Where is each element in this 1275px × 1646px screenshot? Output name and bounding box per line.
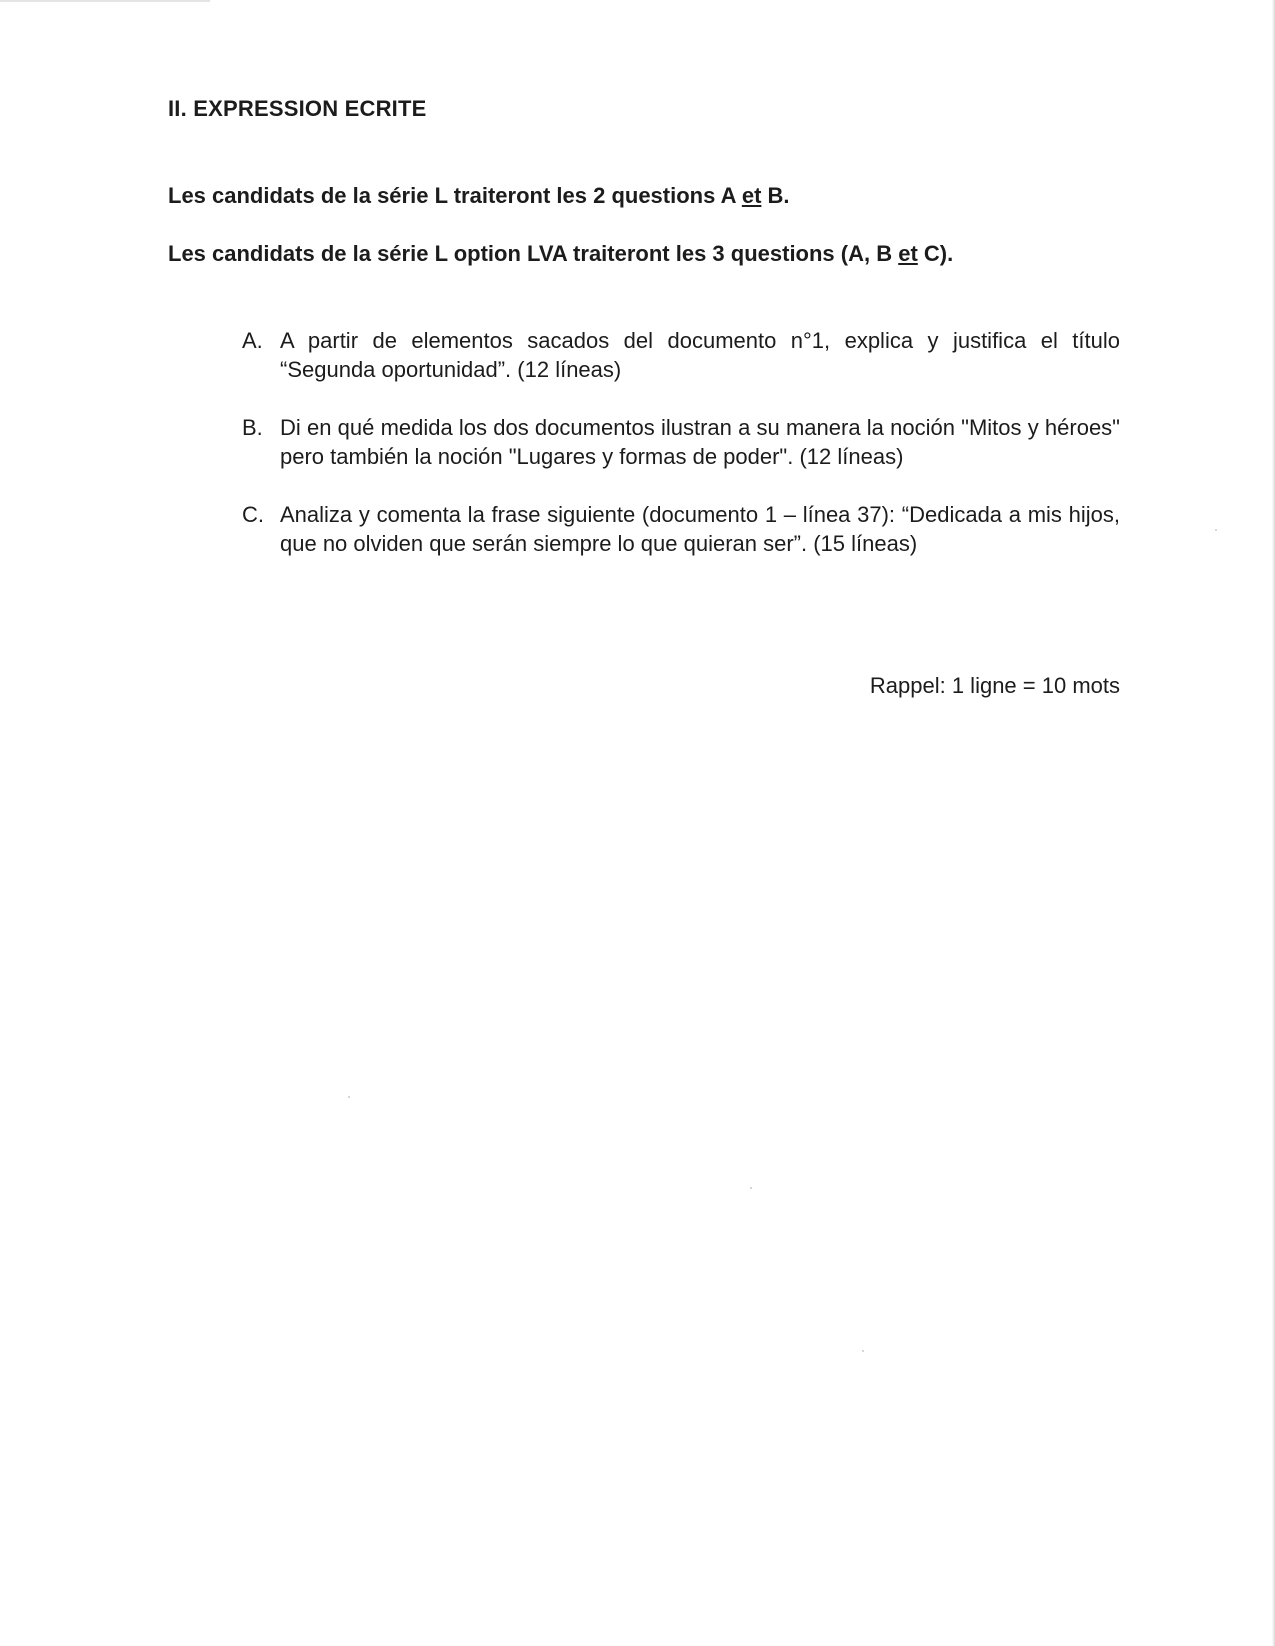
instruction-text: Les candidats de la série L option LVA traiteront les 3 questions (A, B [168,241,899,266]
question-list [240,326,1120,587]
scan-speck [750,1187,752,1189]
instruction-text: Les candidats de la série L traiteront les 2 questions A [168,183,742,208]
question-text: A partir de elementos sacados del documento n°1, explica y justifica el título “Segunda oportunidad”. (12 líneas) [280,328,1120,382]
section-title: II. EXPRESSION ECRITE [168,96,427,121]
scan-speck [1215,529,1217,531]
instruction-underlined-word: et [741,183,762,208]
question-c [240,500,1120,558]
scan-edge-top [0,0,210,2]
question-a [240,326,1120,384]
instruction-text-end: B. [761,183,790,208]
question-letter: C. [242,502,264,527]
question-text: Analiza y comenta la frase siguiente (documento 1 – línea 37): “Dedicada a mis hijos, que no olviden que serán siempre lo que quieran ser”. (15 líneas) [280,502,1120,556]
question-letter: B. [242,415,263,440]
question-letter: A. [242,328,263,353]
question-b [240,413,1120,471]
question-text: Di en qué medida los dos documentos ilustran a su manera la noción "Mitos y héroes" pero también la noción "Lugares y formas de poder". (12 líneas) [280,415,1120,469]
instruction-text-end: C). [917,241,954,266]
instruction-series-l-lva [168,241,953,267]
word-count-reminder: Rappel: 1 ligne = 10 mots [869,673,1120,698]
scan-speck [862,1350,864,1352]
scan-speck [348,1096,350,1098]
instruction-series-l [168,183,790,209]
instruction-underlined-word: et [898,241,918,266]
